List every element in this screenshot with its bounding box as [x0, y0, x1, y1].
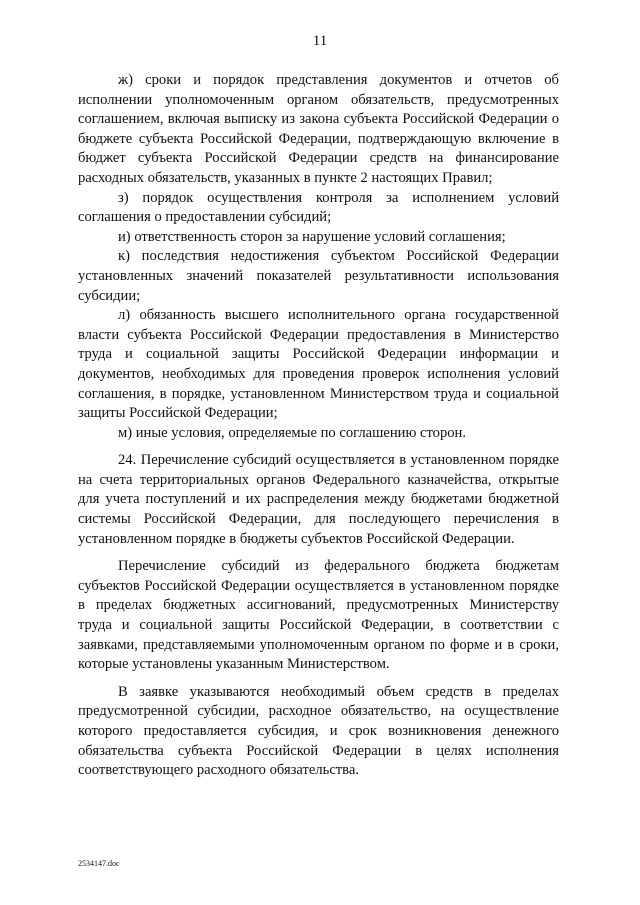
- paragraph-item-m: м) иные условия, определяемые по соглашению сторон.: [118, 424, 467, 441]
- document-body: [78, 71, 559, 781]
- page-number: 11: [312, 33, 328, 49]
- footer-document-code: 2534147.doc: [78, 859, 120, 868]
- paragraph-application-contents: В заявке указываются необходимый объем средств в пределах предусмотренной субсидии, расходное обязательство, на осуществление которого предоставляется субсидия, и срок возникновения денежного обязательства субъекта Российской Федерации в целях исполнения соответствующего расходного обязательства.: [78, 683, 559, 779]
- paragraph-item-k: к) последствия недостижения субъектом Российской Федерации установленных значений показателей результативности использования субсидии;: [78, 248, 559, 304]
- paragraph-transfer-subsidies: Перечисление субсидий из федерального бюджета бюджетам субъектов Российской Федерации осуществляется в установленном порядке в пределах бюджетных ассигнований, предусмотренных Министерству труда и социальной защиты Российской Федерации, в соответствии с заявками, представляемыми уполномоченным органом по форме и в сроки, которые установлены указанным Министерством.: [78, 558, 559, 673]
- paragraph-item-i: и) ответственность сторон за нарушение условий соглашения;: [118, 228, 506, 245]
- paragraph-clause-24: 24. Перечисление субсидий осуществляется в установленном порядке на счета территориальных органов Федерального казначейства, открытые для учета поступлений и их распределения между бюджетами бюджетной системы Российской Федерации, для последующего перечисления в установленном порядке в бюджеты субъектов Российской Федерации.: [78, 452, 559, 547]
- paragraph-item-zh: ж) сроки и порядок представления документов и отчетов об исполнении уполномоченным органом обязательств, предусмотренных соглашением, включая выписку из закона субъекта Российской Федерации о бюджете субъекта Российской Федерации, подтверждающую включение в бюджет субъекта Российской Федерации средств на финансирование расходных обязательств, указанных в пункте 2 настоящих Правил;: [78, 72, 559, 186]
- paragraph-item-l: л) обязанность высшего исполнительного органа государственной власти субъекта Российской Федерации предоставления в Министерство труда и социальной защиты Российской Федерации информации и документов, необходимых для проведения проверок исполнения условий соглашения, в порядке, установленном Министерством труда и социальной защиты Российской Федерации;: [78, 307, 559, 422]
- paragraph-item-z: з) порядок осуществления контроля за исполнением условий соглашения о предоставлении субсидий;: [78, 189, 559, 226]
